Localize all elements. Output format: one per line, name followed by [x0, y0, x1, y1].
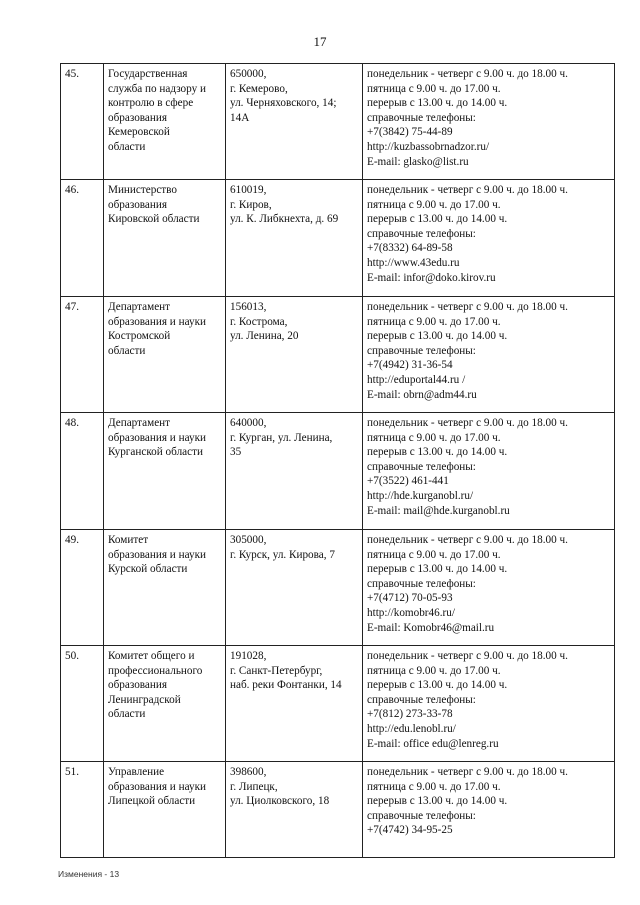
- table-row: [61, 646, 615, 762]
- address-line: ул. Циолковского, 18: [230, 795, 330, 808]
- organization-line: образования и науки: [108, 780, 206, 793]
- contact-line: +7(3522) 461-441: [367, 475, 449, 488]
- address-line: 398600,: [230, 766, 267, 778]
- contact-line: +7(4942) 31-36-54: [367, 359, 453, 372]
- organization-line: области: [108, 140, 146, 153]
- contact-cell: [363, 64, 615, 180]
- contact-line: справочные телефоны:: [367, 460, 476, 473]
- contact-line: справочные телефоны:: [367, 693, 476, 706]
- organization-line: Комитет: [108, 534, 149, 546]
- row-number: 50.: [65, 650, 79, 662]
- table-row: [61, 762, 615, 858]
- address-line: г. Киров,: [230, 198, 272, 211]
- organization-line: Кемеровской: [108, 126, 170, 139]
- organization-line: контролю в сфере: [108, 97, 194, 110]
- contact-line: понедельник - четверг с 9.00 ч. до 18.00 ч.: [367, 68, 568, 80]
- address-cell: [226, 762, 363, 858]
- address-cell: [226, 646, 363, 762]
- address-line: наб. реки Фонтанки, 14: [230, 679, 342, 692]
- contact-line: понедельник - четверг с 9.00 ч. до 18.00 ч.: [367, 184, 568, 196]
- contact-line: пятница с 9.00 ч. до 17.00 ч.: [367, 431, 501, 444]
- contact-cell: [363, 762, 615, 858]
- contact-cell: [363, 530, 615, 646]
- contact-line: справочные телефоны:: [367, 227, 476, 240]
- organization-line: Министерство: [108, 184, 177, 196]
- contact-line: E-mail: glasko@list.ru: [367, 155, 469, 168]
- row-number-cell: [61, 180, 104, 297]
- contact-line: пятница с 9.00 ч. до 17.00 ч.: [367, 780, 501, 793]
- contact-line: перерыв с 13.00 ч. до 14.00 ч.: [367, 563, 508, 576]
- contact-line: справочные телефоны:: [367, 111, 476, 124]
- contact-line: пятница с 9.00 ч. до 17.00 ч.: [367, 315, 501, 328]
- contact-line: E-mail: mail@hde.kurganobl.ru: [367, 504, 510, 517]
- organization-cell: [104, 762, 226, 858]
- table-row: [61, 64, 615, 180]
- address-line: г. Курск, ул. Кирова, 7: [230, 548, 335, 561]
- registry-table-body: [61, 64, 615, 858]
- contact-line: перерыв с 13.00 ч. до 14.00 ч.: [367, 679, 508, 692]
- row-number-cell: [61, 762, 104, 858]
- organization-line: Липецкой области: [108, 795, 196, 808]
- row-number: 45.: [65, 68, 79, 80]
- row-number: 49.: [65, 534, 79, 546]
- organization-line: Департамент: [108, 417, 171, 429]
- row-number-cell: [61, 297, 104, 413]
- contact-cell: [363, 646, 615, 762]
- contact-line: пятница с 9.00 ч. до 17.00 ч.: [367, 198, 501, 211]
- row-number-cell: [61, 530, 104, 646]
- contact-line: перерыв с 13.00 ч. до 14.00 ч.: [367, 795, 508, 808]
- contact-line: перерыв с 13.00 ч. до 14.00 ч.: [367, 330, 508, 343]
- contact-line: справочные телефоны:: [367, 577, 476, 590]
- organization-cell: [104, 530, 226, 646]
- contact-line: пятница с 9.00 ч. до 17.00 ч.: [367, 664, 501, 677]
- organization-line: Курской области: [108, 563, 188, 576]
- address-cell: [226, 64, 363, 180]
- row-number: 46.: [65, 184, 79, 196]
- row-number: 47.: [65, 301, 79, 313]
- contact-line: E-mail: office edu@lenreg.ru: [367, 737, 499, 750]
- row-number-cell: [61, 413, 104, 530]
- row-number: 48.: [65, 417, 79, 429]
- organization-line: Курганской области: [108, 446, 203, 459]
- contact-line: понедельник - четверг с 9.00 ч. до 18.00 ч.: [367, 534, 568, 546]
- registry-table: [60, 63, 615, 858]
- contact-cell: [363, 180, 615, 297]
- contact-line: http://kuzbassobrnadzor.ru/: [367, 140, 490, 153]
- organization-line: Комитет общего и: [108, 650, 195, 662]
- organization-line: области: [108, 344, 146, 357]
- page-number: 17: [313, 34, 327, 49]
- organization-cell: [104, 646, 226, 762]
- organization-line: Управление: [108, 766, 165, 778]
- organization-cell: [104, 413, 226, 530]
- address-line: 650000,: [230, 68, 267, 80]
- contact-line: E-mail: Komobr46@mail.ru: [367, 621, 495, 634]
- contact-line: справочные телефоны:: [367, 809, 476, 822]
- organization-line: области: [108, 708, 146, 721]
- contact-line: http://komobr46.ru/: [367, 606, 455, 619]
- contact-line: +7(4742) 34-95-25: [367, 824, 453, 837]
- address-line: ул. К. Либкнехта, д. 69: [230, 213, 339, 226]
- contact-line: понедельник - четверг с 9.00 ч. до 18.00 ч.: [367, 766, 568, 778]
- organization-line: Департамент: [108, 301, 171, 313]
- organization-cell: [104, 180, 226, 297]
- contact-line: справочные телефоны:: [367, 344, 476, 357]
- address-cell: [226, 413, 363, 530]
- footer-note: Изменения - 13: [58, 869, 120, 879]
- address-line: ул. Черняховского, 14;: [230, 97, 337, 110]
- organization-cell: [104, 297, 226, 413]
- contact-line: понедельник - четверг с 9.00 ч. до 18.00 ч.: [367, 301, 568, 313]
- contact-cell: [363, 413, 615, 530]
- address-line: 640000,: [230, 417, 267, 429]
- address-line: ул. Ленина, 20: [230, 330, 299, 343]
- contact-line: +7(3842) 75-44-89: [367, 126, 453, 139]
- organization-line: Костромской: [108, 330, 171, 343]
- address-line: 156013,: [230, 301, 267, 313]
- organization-line: Ленинградской: [108, 693, 181, 706]
- address-cell: [226, 297, 363, 413]
- contact-line: http://hde.kurganobl.ru/: [367, 489, 474, 502]
- address-cell: [226, 530, 363, 646]
- organization-line: служба по надзору и: [108, 82, 206, 95]
- row-number-cell: [61, 64, 104, 180]
- table-row: [61, 413, 615, 530]
- organization-line: образования: [108, 198, 168, 211]
- contact-line: перерыв с 13.00 ч. до 14.00 ч.: [367, 97, 508, 110]
- contact-line: пятница с 9.00 ч. до 17.00 ч.: [367, 82, 501, 95]
- address-line: г. Кемерово,: [230, 82, 288, 95]
- contact-line: +7(812) 273-33-78: [367, 708, 453, 721]
- contact-cell: [363, 297, 615, 413]
- organization-line: профессионального: [108, 664, 203, 677]
- organization-line: образования: [108, 679, 168, 692]
- address-line: г. Кострома,: [230, 315, 288, 328]
- organization-line: Государственная: [108, 68, 188, 80]
- address-line: г. Санкт-Петербург,: [230, 664, 323, 677]
- contact-line: E-mail: infor@doko.kirov.ru: [367, 271, 496, 284]
- table-row: [61, 297, 615, 413]
- address-cell: [226, 180, 363, 297]
- contact-line: перерыв с 13.00 ч. до 14.00 ч.: [367, 213, 508, 226]
- contact-line: http://eduportal44.ru /: [367, 373, 466, 386]
- address-line: 14А: [230, 111, 250, 124]
- address-line: 305000,: [230, 534, 267, 546]
- organization-line: образования и науки: [108, 431, 206, 444]
- address-line: 191028,: [230, 650, 267, 662]
- contact-line: E-mail: obrn@adm44.ru: [367, 388, 477, 401]
- table-row: [61, 180, 615, 297]
- contact-line: пятница с 9.00 ч. до 17.00 ч.: [367, 548, 501, 561]
- organization-line: образования и науки: [108, 315, 206, 328]
- organization-line: Кировской области: [108, 213, 200, 226]
- row-number-cell: [61, 646, 104, 762]
- contact-line: понедельник - четверг с 9.00 ч. до 18.00 ч.: [367, 417, 568, 429]
- address-line: 610019,: [230, 184, 267, 196]
- row-number: 51.: [65, 766, 79, 778]
- table-row: [61, 530, 615, 646]
- contact-line: http://www.43edu.ru: [367, 256, 460, 269]
- contact-line: понедельник - четверг с 9.00 ч. до 18.00 ч.: [367, 650, 568, 662]
- contact-line: +7(8332) 64-89-58: [367, 242, 453, 255]
- address-line: 35: [230, 446, 242, 459]
- contact-line: +7(4712) 70-05-93: [367, 592, 453, 605]
- organization-line: образования: [108, 111, 168, 124]
- organization-cell: [104, 64, 226, 180]
- address-line: г. Курган, ул. Ленина,: [230, 431, 333, 444]
- organization-line: образования и науки: [108, 548, 206, 561]
- address-line: г. Липецк,: [230, 780, 278, 793]
- contact-line: http://edu.lenobl.ru/: [367, 722, 456, 735]
- contact-line: перерыв с 13.00 ч. до 14.00 ч.: [367, 446, 508, 459]
